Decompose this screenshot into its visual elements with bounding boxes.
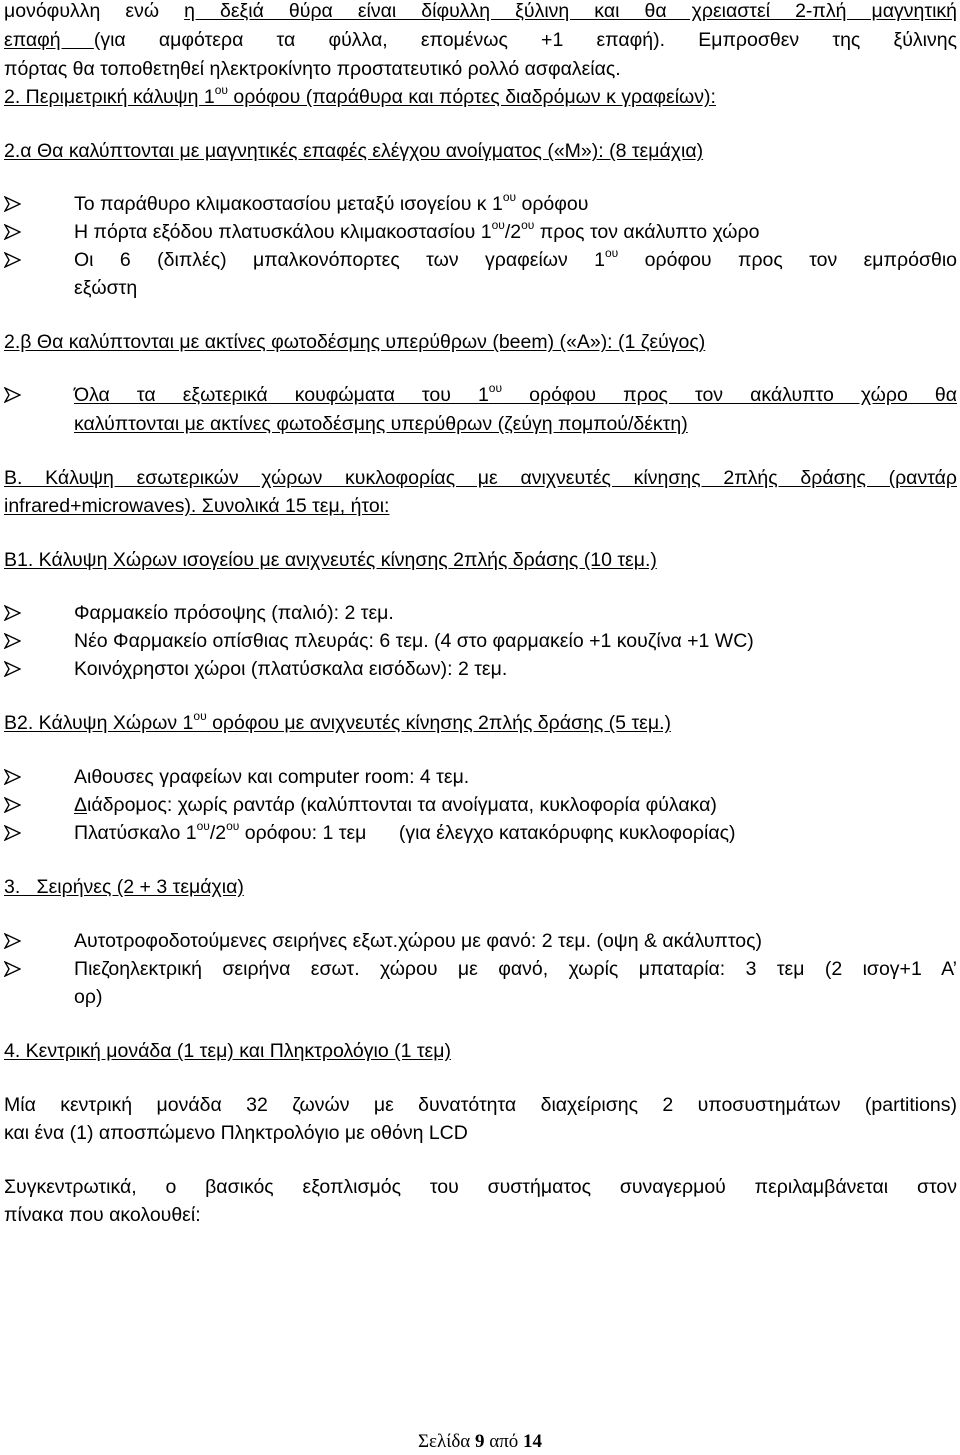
footer-of: από (484, 1431, 524, 1452)
footer-label: Σελίδα (417, 1431, 475, 1452)
list-item-continuation: ορ) (74, 986, 103, 1008)
arrow-bullet-icon (4, 825, 21, 841)
footer-page-number: 9 (474, 1431, 485, 1452)
arrow-bullet-icon (4, 605, 21, 621)
subsection-heading: Β1. Κάλυψη Χώρων ισογείου με ανιχνευτές κίνησης 2πλής δράσης (10 τεμ.) (4, 549, 657, 571)
section-heading: Β. Κάλυψη εσωτερικών χώρων κυκλοφορίας με ανιχνευτές κίνησης 2πλής δράσης (ραντάρ (4, 467, 957, 489)
arrow-bullet-icon (4, 661, 21, 677)
section-heading: infrared+microwaves). Συνολικά 15 τεμ, ήτοι: (4, 495, 390, 517)
paragraph-line: και ένα (1) αποσπώμενο Πληκτρολόγιο με οθόνη LCD (4, 1122, 468, 1144)
arrow-bullet-icon (4, 633, 21, 649)
arrow-bullet-icon (4, 961, 21, 977)
text-line: επαφή (για αμφότερα τα φύλλα, επομένως +1 επαφή). Εμπροσθεν της ξύλινης (4, 29, 957, 51)
paragraph-line: Συγκεντρωτικά, ο βασικός εξοπλισμός του συστήματος συναγερμού περιλαμβάνεται στον (4, 1176, 957, 1198)
arrow-bullet-icon (4, 769, 21, 785)
section-heading: 3. Σειρήνες (2 + 3 τεμάχια) (4, 876, 244, 898)
text-line: πόρτας θα τοποθετηθεί ηλεκτροκίνητο προστατευτικό ρολλό ασφαλείας. (4, 58, 621, 80)
text-line: μονόφυλλη ενώ η δεξιά θύρα είναι δίφυλλη ξύλινη και θα χρειαστεί 2-πλή μαγνητική (4, 0, 957, 22)
list-item-continuation: καλύπτονται με ακτίνες φωτοδέσμης υπερύθρων (ζεύγη πομπού/δέκτη) (74, 413, 688, 435)
list-item-continuation: εξώστη (74, 277, 138, 299)
paragraph-line: πίνακα που ακολουθεί: (4, 1204, 201, 1226)
arrow-bullet-icon (4, 387, 21, 403)
footer-total-pages: 14 (523, 1431, 543, 1452)
subsection-heading: 2.β Θα καλύπτονται με ακτίνες φωτοδέσμης υπερύθρων (beem) («A»): (1 ζεύγος) (4, 331, 706, 353)
section-heading: 2. Περιμετρική κάλυψη $1^{o\upsilon}$ ορόφου (παράθυρα και πόρτες διαδρόμων κ γραφείων): (4, 83, 716, 108)
subsection-heading: Β2. Κάλυψη Χώρων $1^{o\upsilon}$ ορόφου με ανιχνευτές κίνησης 2πλής δράσης (5 τεμ.) (4, 709, 671, 734)
arrow-bullet-icon (4, 252, 21, 268)
arrow-bullet-icon (4, 196, 21, 212)
arrow-bullet-icon (4, 797, 21, 813)
section-heading: 4. Κεντρική μονάδα (1 τεμ) και Πληκτρολόγιο (1 τεμ) (4, 1040, 451, 1062)
subsection-heading: 2.α Θα καλύπτονται με μαγνητικές επαφές ελέγχου ανοίγματος («Μ»): (8 τεμάχια) (4, 140, 704, 162)
page-footer (0, 1431, 960, 1453)
arrow-bullet-icon (4, 224, 21, 240)
arrow-bullet-icon (4, 933, 21, 949)
paragraph-line: Μία κεντρική μονάδα 32 ζωνών με δυνατότητα διαχείρισης 2 υποσυστημάτων (partitions) (4, 1094, 957, 1116)
